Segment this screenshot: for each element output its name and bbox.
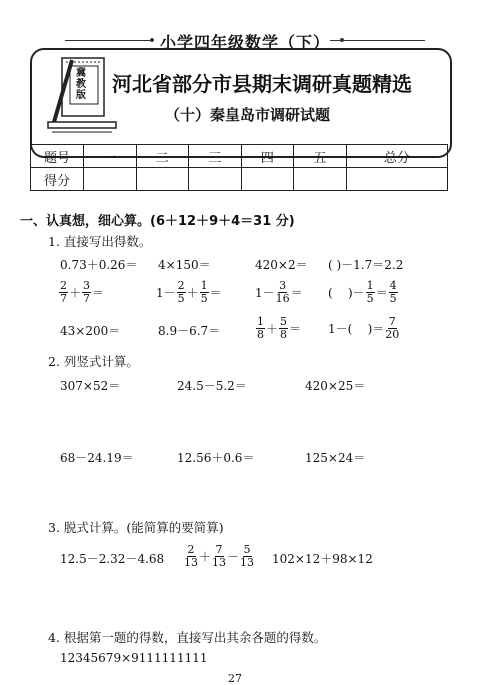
- q2-item: 12.56＋0.6＝: [177, 451, 255, 465]
- score-header-label: 题号: [31, 145, 84, 168]
- logo-text: 冀教版: [76, 68, 86, 101]
- q1-item: 4×150＝: [158, 258, 211, 272]
- score-cell[interactable]: [136, 168, 189, 191]
- score-header-total: 总分: [346, 145, 447, 168]
- header-dot-left: [150, 38, 154, 42]
- q1-fraction-item: $\frac{2}{7}$ ＋ $\frac{3}{7}$ ＝: [60, 279, 105, 305]
- q1-fraction-item: 1－ $\frac{3}{16}$ ＝: [255, 279, 303, 305]
- q3-item: 102×12＋98×12: [272, 552, 373, 566]
- q2-title: 2. 列竖式计算。: [48, 354, 139, 369]
- q2-item: 24.5－5.2＝: [177, 379, 247, 393]
- q1-title: 1. 直接写出得数。: [48, 234, 152, 249]
- q1-item: 0.73＋0.26＝: [60, 258, 138, 272]
- q1-item: 8.9－6.7＝: [158, 324, 221, 338]
- score-cell[interactable]: [84, 168, 137, 191]
- score-header-1: 一: [84, 145, 137, 168]
- score-table: [30, 144, 448, 191]
- score-header-3: 三: [189, 145, 242, 168]
- q2-item: 420×25＝: [305, 379, 366, 393]
- score-cell[interactable]: [346, 168, 447, 191]
- score-header-5: 五: [294, 145, 347, 168]
- score-cell[interactable]: [241, 168, 294, 191]
- q3-title: 3. 脱式计算。(能简算的要简算): [48, 520, 224, 535]
- q1-fraction-item: ( )－ $\frac{1}{5}$ ＝ $\frac{4}{5}$: [328, 279, 397, 305]
- q2-item: 68－24.19＝: [60, 451, 134, 465]
- main-title: 河北省部分市县期末调研真题精选: [112, 72, 412, 96]
- header-rule-left: [65, 40, 153, 41]
- q1-item: 43×200＝: [60, 324, 121, 338]
- q2-item: 125×24＝: [305, 451, 366, 465]
- score-row-label: 得分: [31, 168, 84, 191]
- score-header-4: 四: [241, 145, 294, 168]
- q1-item: 420×2＝: [255, 258, 308, 272]
- q1-fraction-item: 1－( )＝ $\frac{7}{20}$: [328, 315, 400, 341]
- q1-item: ( )－1.7＝2.2: [328, 258, 404, 272]
- q4-item: 12345679×9111111111: [60, 651, 208, 665]
- score-cell[interactable]: [189, 168, 242, 191]
- score-cell[interactable]: [294, 168, 347, 191]
- q3-fraction-item: $\frac{2}{13}$ ＋ $\frac{7}{13}$ － $\frac{5}{13}$: [184, 543, 255, 569]
- score-header-2: 二: [136, 145, 189, 168]
- q1-fraction-item: $\frac{1}{8}$ ＋ $\frac{5}{8}$ ＝: [257, 315, 302, 341]
- subtitle: （十）秦皇岛市调研试题: [165, 106, 331, 124]
- book-title: 小学四年级数学（下）: [159, 33, 330, 52]
- header-rule-right: [330, 40, 425, 41]
- header-dot-right: [340, 38, 344, 42]
- q4-title: 4. 根据第一题的得数，直接写出其余各题的得数。: [48, 630, 327, 645]
- q1-fraction-item: 1－ $\frac{2}{5}$ ＋ $\frac{1}{5}$ ＝: [156, 279, 222, 305]
- section-1-title: 一、认真想，细心算。(6＋12＋9＋4＝31 分): [20, 214, 295, 229]
- page-number: 27: [228, 672, 242, 685]
- q3-item: 12.5－2.32－4.68: [60, 552, 165, 566]
- q2-item: 307×52＝: [60, 379, 121, 393]
